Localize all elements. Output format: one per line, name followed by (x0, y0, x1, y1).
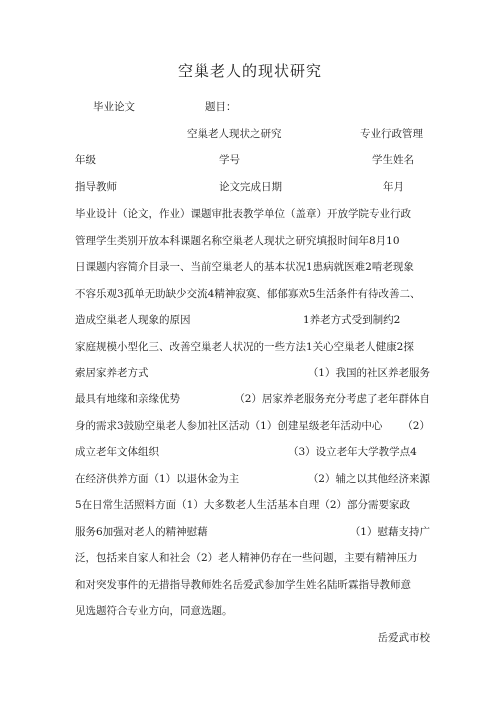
body-line: 毕业设计（论文，作业）课题审批表教学单位（盖章）开放学院专业行政 (75, 208, 411, 220)
body-line-left: 最具有地缘和亲缘优势 (75, 393, 180, 405)
completion-date-label: 论文完成日期 (219, 181, 282, 193)
topic-value: 空巢老人现状之研究 (187, 128, 282, 140)
body-line-right: （3）设立老年大学教学点4 (288, 446, 417, 458)
body-line: 管理学生类别开放本科课题名称空巢老人现状之研究填报时间年8月10 (75, 235, 400, 247)
year-month-label: 年月 (383, 181, 404, 193)
thesis-label: 毕业论文 (93, 101, 135, 113)
advisor-label: 指导教师 (75, 181, 117, 193)
body-line-right: （2）辅之以其他经济来源 (307, 473, 430, 485)
body-line-right: （1）我国的社区养老服务 (307, 367, 430, 379)
body-line-left: 索居家养老方式 (75, 367, 149, 379)
student-name-label: 学生姓名 (372, 154, 414, 166)
body-line-right: （2） (402, 420, 430, 432)
student-id-label: 学号 (219, 154, 240, 166)
body-line-right: （2）居家养老服务充分考虑了老年群体自 (234, 393, 430, 405)
body-line-left: 见选题符合专业方向，同意选题。 (75, 605, 233, 617)
body-line-left: 服务6加强对老人的精神慰藉 (75, 526, 208, 538)
body-line-left: 成立老年文体组织 (75, 446, 159, 458)
body-line-right: 1养老方式受到制约2 (303, 314, 401, 326)
body-line: 日课题内容简介目录一、当前空巢老人的基本状况1患病就医难2啃老现象 (75, 261, 414, 273)
topic-label: 题目： (205, 101, 237, 113)
body-line: 不容乐观3孤单无助缺少交流4精神寂寞、郁郁寡欢5生活条件有待改善二、 (75, 288, 421, 300)
body-line-left: 和对突发事件的无措指导教师姓名岳爱武参加学生姓名陆昕霖指导教师意 (75, 579, 411, 591)
grade-label: 年级 (75, 154, 96, 166)
body-line-left: 5在日常生活照料方面（1）大多数老人生活基本自理（2）部分需要家政 (75, 499, 411, 511)
body-line-left: 造成空巢老人现象的原因 (75, 314, 191, 326)
body-line-left: 身的需求3鼓励空巢老人参加社区活动（1）创建星级老年活动中心 (75, 420, 383, 432)
document-title: 空巢老人的现状研究 (177, 62, 322, 80)
body-line-left: 在经济供养方面（1）以退休金为主 (75, 473, 240, 485)
body-line-left: 家庭规模小型化三、改善空巢老人状况的一些方法1关心空巢老人健康2探 (75, 341, 414, 353)
signature: 岳爱武市校 (377, 632, 430, 644)
body-line-left: 泛，包括来自家人和社会（2）老人精神仍存在一些问题，主要有精神压力 (75, 552, 418, 564)
major-value: 专业行政管理 (360, 128, 423, 140)
body-line-right: （1）慰藉支持广 (349, 526, 430, 538)
